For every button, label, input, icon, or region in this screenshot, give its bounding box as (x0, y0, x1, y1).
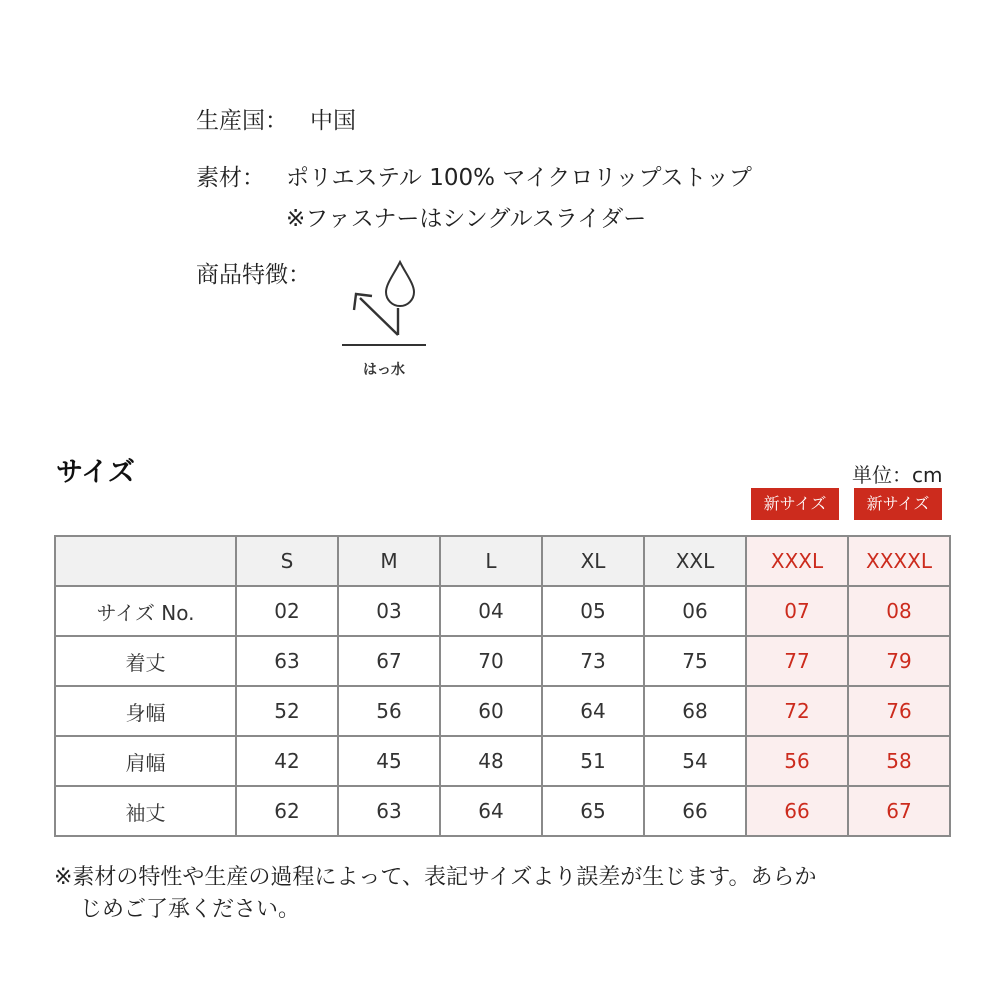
row-label: 着丈 (55, 636, 236, 686)
table-cell: 70 (440, 636, 542, 686)
table-cell: 68 (644, 686, 746, 736)
material-label: 素材： (196, 165, 265, 191)
header-cell-xl: XL (542, 536, 644, 586)
table-cell-new: 08 (848, 586, 950, 636)
table-cell: 51 (542, 736, 644, 786)
material-note: ※ファスナーはシングルスライダー (286, 206, 647, 232)
table-cell: 60 (440, 686, 542, 736)
table-cell: 54 (644, 736, 746, 786)
header-cell-s: S (236, 536, 338, 586)
table-cell-new: 07 (746, 586, 848, 636)
table-cell: 45 (338, 736, 440, 786)
table-cell-new: 72 (746, 686, 848, 736)
table-cell: 64 (542, 686, 644, 736)
table-cell: 48 (440, 736, 542, 786)
table-cell: 05 (542, 586, 644, 636)
table-cell: 56 (338, 686, 440, 736)
table-cell: 02 (236, 586, 338, 636)
header-cell-xxxxl: XXXXL (848, 536, 950, 586)
table-cell: 52 (236, 686, 338, 736)
feature-icon-label: はっ水 (363, 362, 405, 378)
disclaimer-note (54, 862, 954, 926)
note-line-1: ※素材の特性や生産の過程によって、表記サイズより誤差が生じます。あらか (54, 865, 817, 890)
table-cell: 66 (644, 786, 746, 836)
header-cell-empty (55, 536, 236, 586)
row-label: 身幅 (55, 686, 236, 736)
table-cell: 63 (338, 786, 440, 836)
header-cell-m: M (338, 536, 440, 586)
header-cell-l: L (440, 536, 542, 586)
feature-row (196, 264, 311, 287)
table-row (55, 736, 950, 786)
table-row (55, 686, 950, 736)
row-label: サイズ No. (55, 586, 236, 636)
origin-value: 中国 (310, 108, 356, 134)
origin-row (196, 108, 356, 134)
note-line-2: じめご了承ください。 (80, 897, 301, 922)
table-cell-new: 77 (746, 636, 848, 686)
table-cell: 67 (338, 636, 440, 686)
table-cell: 64 (440, 786, 542, 836)
table-cell-new: 76 (848, 686, 950, 736)
material-value: ポリエステル 100% マイクロリップストップ (286, 165, 752, 191)
table-cell-new: 66 (746, 786, 848, 836)
table-cell: 62 (236, 786, 338, 836)
row-label: 肩幅 (55, 736, 236, 786)
table-row (55, 636, 950, 686)
table-cell-new: 56 (746, 736, 848, 786)
table-cell: 75 (644, 636, 746, 686)
feature-label: 商品特徴： (196, 262, 311, 288)
table-cell-new: 79 (848, 636, 950, 686)
row-label: 袖丈 (55, 786, 236, 836)
table-cell: 63 (236, 636, 338, 686)
table-cell: 65 (542, 786, 644, 836)
table-cell: 73 (542, 636, 644, 686)
header-cell-xxxl: XXXL (746, 536, 848, 586)
material-row (196, 165, 752, 191)
size-section-title: サイズ (56, 457, 135, 488)
table-cell-new: 58 (848, 736, 950, 786)
table-cell: 42 (236, 736, 338, 786)
size-table (54, 535, 951, 837)
new-size-badge: 新サイズ (854, 488, 942, 520)
table-row (55, 586, 950, 636)
origin-label: 生産国： (196, 108, 288, 134)
table-cell: 04 (440, 586, 542, 636)
table-row (55, 786, 950, 836)
header-cell-xxl: XXL (644, 536, 746, 586)
new-size-badge: 新サイズ (751, 488, 839, 520)
table-cell-new: 67 (848, 786, 950, 836)
table-cell: 06 (644, 586, 746, 636)
table-cell: 03 (338, 586, 440, 636)
unit-label: 単位：cm (852, 463, 943, 487)
size-table-header-row (55, 536, 950, 586)
